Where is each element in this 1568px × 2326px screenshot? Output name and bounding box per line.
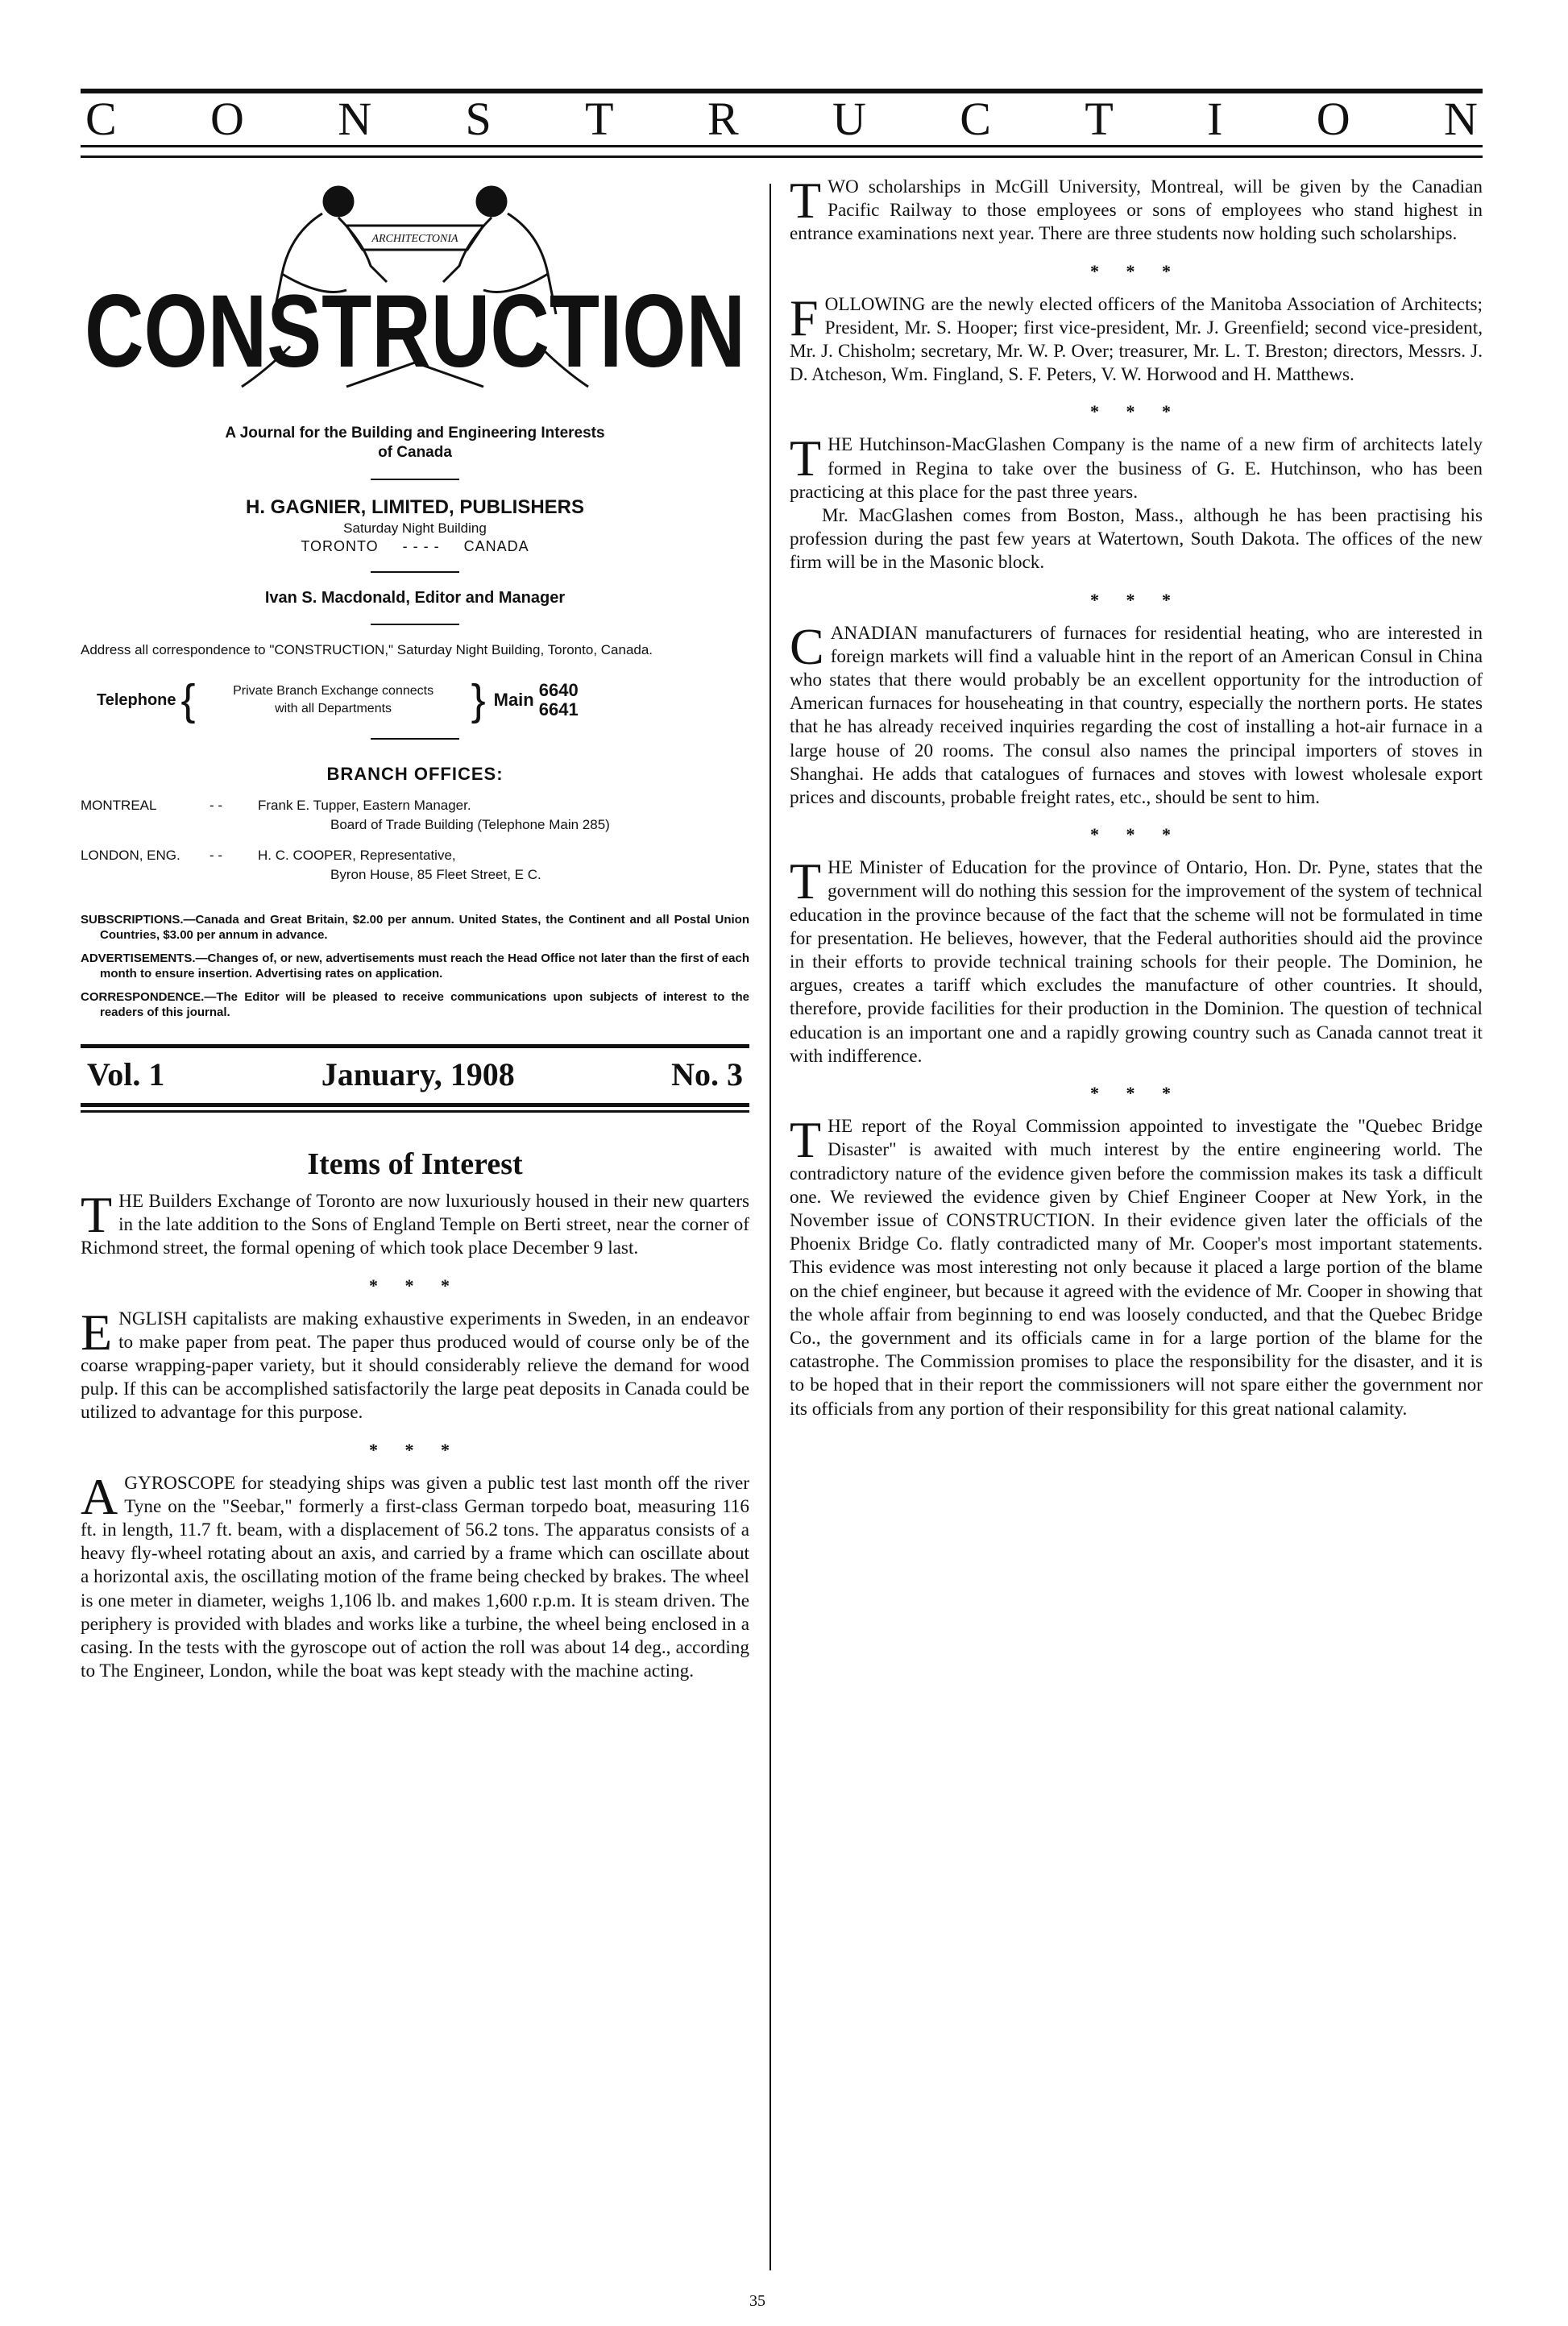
masthead	[81, 89, 1483, 158]
branch-address: Board of Trade Building (Telephone Main 285)	[330, 817, 610, 832]
drop-cap: C	[790, 617, 824, 675]
article-mcgill-scholarships	[790, 172, 1483, 247]
telephone-numbers	[539, 681, 579, 719]
telephone-number: 6640	[538, 680, 579, 700]
country: CANADA	[463, 538, 529, 554]
correspondence-address: Address all correspondence to "CONSTRUCTION," Saturday Night Building, Toronto, Canada.	[81, 642, 653, 657]
separator-stars: * * *	[369, 1275, 461, 1296]
article-text: HE Builders Exchange of Toronto are now luxuriously housed in their new quarters in the late addition to the Sons of England Temple on Berti street, near the corner of Richmond street, the formal opening of which took place December 9 last.	[81, 1191, 749, 1259]
drop-cap: T	[790, 852, 822, 910]
article-text: HE Minister of Education for the province of Ontario, Hon. Dr. Pyne, states that the government will do nothing this session for the improvement of the system of technical education in the province because of the fact that the scheme will not be formulated in time for presentation. He believes, however, that the Federal authorities should aid the province in their efforts to provide technical training schools for their people. The Dominion, he argues, creates a tariff which excludes the manufacture of other countries. It should, therefore, provide facilities for their production in the Dominion. The question of technical education is an important one and a rapidly growing country such as Canada cannot treat it with indifference.	[790, 857, 1483, 1067]
telephone-line-2: with all Departments	[275, 702, 392, 715]
correspondence-note: CORRESPONDENCE.—The Editor will be pleased to receive communications upon subjects of interest to the readers of this journal.	[81, 990, 749, 1019]
article-text: ANADIAN manufacturers of furnaces for residential heating, who are interested in foreign markets will find a valuable hint in the report of an American Consul in China who states that there would probably be an excellent opportunity for the introduction of American furnaces for househeating in that country, especially the northern ports. He states that he has already received inquiries regarding the cost of installing a hot-air furnace in a large house of 20 rooms. The consul also names the principal importers of stoves in Shanghai. He adds that catalogues of furnaces and stoves with lowest wholesale export prices and discounts, probable freight rates, etc., should be sent to him.	[790, 622, 1483, 809]
article-canadian-furnaces	[790, 617, 1483, 811]
masthead-letter: T	[1085, 93, 1114, 145]
masthead-letter: I	[1207, 93, 1223, 145]
article-quebec-bridge	[790, 1111, 1483, 1421]
telephone-block	[97, 678, 749, 722]
masthead-letters	[81, 93, 1483, 145]
city: TORONTO	[301, 538, 379, 554]
drop-cap: T	[790, 1111, 822, 1169]
article-text: OLLOWING are the newly elected officers of the Manitoba Association of Architects; President, Mr. S. Hooper; first vice-president, Mr. J. Greenfield; second vice-president, Mr. J. Chisholm; secretary, Mr. W. P. Over; treasurer, Mr. L. T. Breston; directors, Messrs. J. D. Atcheson, Wm. Fingland, S. F. Peters, V. W. Horwood and H. Matthews.	[790, 293, 1483, 386]
tagline-line-2: of Canada	[378, 444, 452, 461]
article-builders-exchange	[81, 1186, 749, 1261]
article-text: GYROSCOPE for steadying ships was given a public test last month off the river Tyne on the "Seebar," formerly a first-class German torpedo boat, measuring 116 ft. in length, 11.7 ft. beam, with a displacement of 56.2 tons. The apparatus consists of a heavy fly-wheel rotating about an axis, and carried by a frame which can oscillate about a horizontal axis, the oscillating motion of the frame being checked by brakes. The wheel is one meter in diameter, weighs 1,106 lb. and makes 1,600 r.p.m. It is steam driven. The periphery is provided with blades and works like a turbine, the wheel being enclosed in a casing. In the tests with the gyroscope out of action the roll was about 14 deg., according to The Engineer, London, while the boat was kept steady with the machine acting.	[81, 1472, 749, 1682]
drop-cap: F	[790, 288, 819, 346]
divider	[371, 479, 459, 480]
branch-manager: Frank E. Tupper, Eastern Manager.	[258, 798, 471, 813]
branch-office-montreal	[81, 796, 749, 835]
advertisements-note: ADVERTISEMENTS.—Changes of, or new, advertisements must reach the Head Office not later than the first of each month to ensure insertion. Advertising rates on application.	[81, 952, 749, 981]
city-dashes: - - - -	[402, 538, 440, 554]
publication-notes	[81, 912, 749, 1020]
branch-city: LONDON, ENG.	[81, 848, 180, 863]
brace-close: }	[471, 676, 486, 724]
divider	[371, 624, 459, 625]
logo-word: CONSTRUCTION	[85, 274, 745, 389]
issue-bar	[81, 1044, 749, 1107]
article-text: WO scholarships in McGill University, Montreal, will be given by the Canadian Pacific Railway to those employees or sons of employees who stand highest in entrance examinations next year. There are three students now holding such scholarships.	[790, 176, 1483, 245]
construction-logo	[81, 177, 749, 419]
separator-stars: * * *	[369, 1439, 461, 1460]
article-manitoba-architects	[790, 288, 1483, 388]
branch-offices-heading: BRANCH OFFICES:	[326, 764, 504, 784]
article-text: HE Hutchinson-MacGlashen Company is the name of a new firm of architects lately formed in Regina to take over the business of G. E. Hutchinson, who has been practicing at this place for the past three years.	[790, 434, 1483, 503]
logo-banner-text: ARCHITECTONIA	[371, 233, 458, 245]
article-text: NGLISH capitalists are making exhaustive experiments in Sweden, in an endeavor to make paper from peat. The paper thus produced would of course only be of the coarse wrapping-paper variety, but it should considerably relieve the demand for wood pulp. If this can be accomplished satisfactorily the large peat deposits in Canada could be utilized to advantage for this purpose.	[81, 1308, 749, 1424]
drop-cap: T	[81, 1186, 113, 1243]
drop-cap: T	[790, 172, 822, 229]
masthead-letter: O	[1316, 93, 1350, 145]
branch-dash: - -	[209, 798, 223, 813]
branch-dash: - -	[209, 848, 223, 863]
divider	[371, 571, 459, 573]
branch-city: MONTREAL	[81, 798, 157, 813]
editor-line: Ivan S. Macdonald, Editor and Manager	[264, 589, 566, 607]
telephone-line-1: Private Branch Exchange connects	[233, 684, 434, 698]
separator-stars: * * *	[1090, 589, 1182, 610]
publisher: H. GAGNIER, LIMITED, PUBLISHERS	[245, 496, 585, 518]
masthead-letter: T	[585, 93, 614, 145]
column-divider	[769, 184, 771, 2270]
drop-cap: T	[790, 429, 822, 487]
volume: Vol. 1	[87, 1056, 165, 1093]
telephone-label: Telephone	[97, 690, 176, 709]
logo-illustration	[81, 177, 749, 419]
publisher-address: Saturday Night Building	[343, 520, 487, 536]
telephone-exchange	[201, 682, 467, 718]
left-column	[81, 177, 749, 1683]
journal-tagline	[81, 424, 749, 462]
branch-manager: H. C. COOPER, Representative,	[258, 848, 456, 863]
subscriptions-note: SUBSCRIPTIONS.—Canada and Great Britain, $2.00 per annum. United States, the Continent and all Postal Union Countries, $3.00 per annum in advance.	[81, 913, 749, 942]
page-number: 35	[749, 2292, 765, 2310]
masthead-letter: N	[1444, 93, 1478, 145]
masthead-letter: C	[85, 93, 117, 145]
masthead-letter: C	[960, 93, 991, 145]
publisher-city	[81, 538, 749, 555]
brace-open: {	[180, 676, 196, 724]
branch-address: Byron House, 85 Fleet Street, E C.	[330, 867, 541, 882]
right-column	[790, 172, 1483, 1421]
drop-cap: E	[81, 1303, 113, 1361]
separator-stars: * * *	[1090, 401, 1182, 422]
drop-cap: A	[81, 1467, 118, 1525]
masthead-letter: U	[832, 93, 866, 145]
telephone-number: 6641	[538, 699, 579, 719]
article-gyroscope	[81, 1467, 749, 1684]
issue-date: January, 1908	[321, 1056, 515, 1093]
issue-bar-rule	[81, 1110, 749, 1113]
masthead-letter: N	[338, 93, 372, 145]
separator-stars: * * *	[1090, 260, 1182, 281]
separator-stars: * * *	[1090, 1083, 1182, 1104]
article-peat-paper	[81, 1303, 749, 1425]
masthead-bottom-rule	[81, 145, 1483, 158]
article-technical-education	[790, 852, 1483, 1068]
tagline-line-1: A Journal for the Building and Engineering Interests	[225, 425, 605, 442]
masthead-letter: S	[465, 93, 492, 145]
article-text: HE report of the Royal Commission appointed to investigate the "Quebec Bridge Disaster" is awaited with much interest by the entire engineering world. The contradictory nature of the evidence given before the commission makes its task a difficult one. We reviewed the evidence given by Chief Engineer Cooper at New York, in the November issue of CONSTRUCTION. In their evidence given later the officials of the Phoenix Bridge Co. flatly contradicted many of Mr. Cooper's most important statements. This evidence was most interesting not only because it placed a large portion of the blame on the chief engineer, but because it agreed with the evidence of Mr. Cooper in showing that the whole affair from beginning to end was loosely conducted, and that the Quebec Bridge Co., the government and its officials came in for a large portion of the blame for the catastrophe. The Commission promises to place the responsibility for the disaster, and it is to be hoped that in their report the commissioners will not spare either the government nor its officials from any portion of their responsibility for this great national calamity.	[790, 1116, 1483, 1420]
branch-office-london	[81, 846, 749, 885]
divider	[371, 738, 459, 740]
separator-stars: * * *	[1090, 824, 1182, 845]
issue-number: No. 3	[671, 1056, 743, 1093]
section-title: Items of Interest	[307, 1147, 523, 1181]
article-hutchinson-macglashen	[790, 429, 1483, 574]
masthead-letter: O	[210, 93, 244, 145]
article-text: Mr. MacGlashen comes from Boston, Mass., although he has been practising his profession during the past few years at Watertown, South Dakota. The offices of the new firm will be in the Masonic block.	[790, 505, 1483, 574]
masthead-letter: R	[707, 93, 739, 145]
telephone-main: Main	[493, 690, 534, 710]
